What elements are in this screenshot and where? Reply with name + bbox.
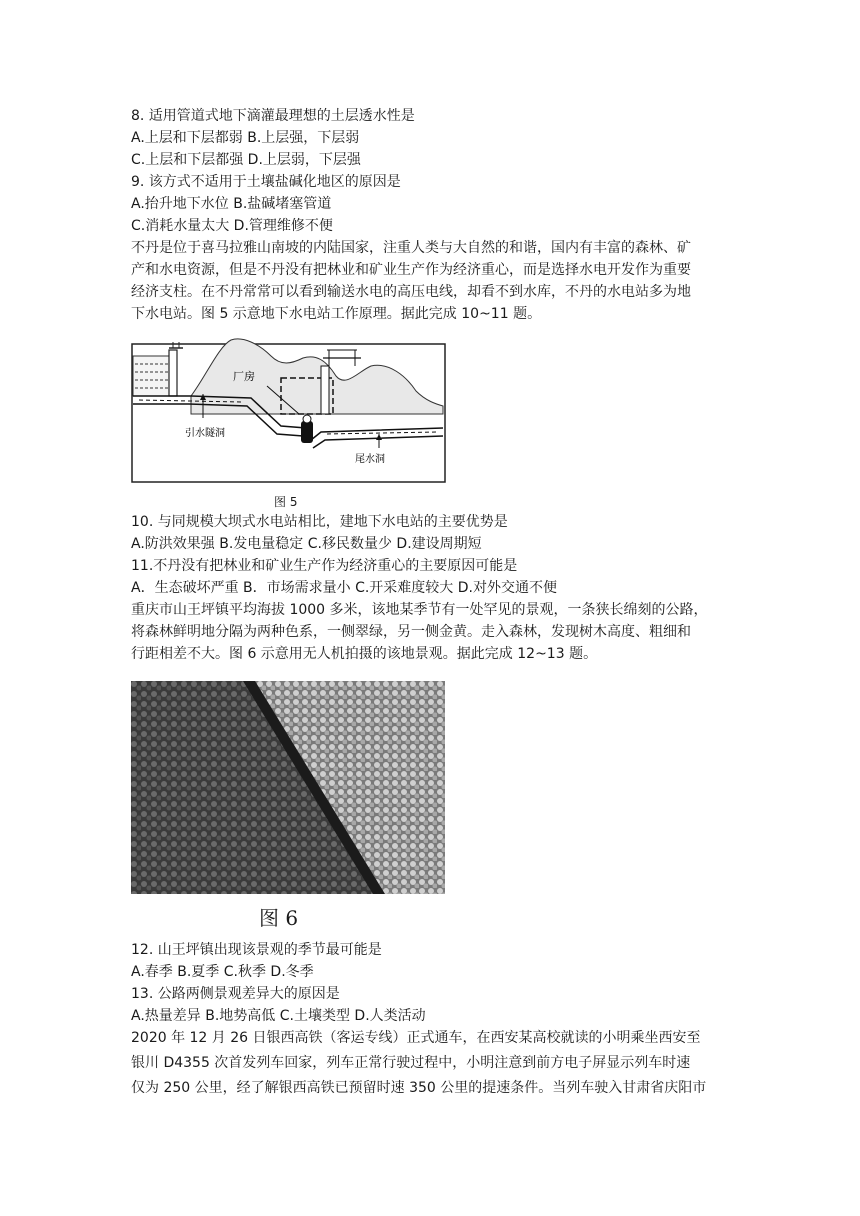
- q13-options: A.热量差异 B.地势高低 C.土壤类型 D.人类活动: [131, 1008, 426, 1024]
- q10-options: A.防洪效果强 B.发电量稳定 C.移民数量少 D.建设周期短: [131, 536, 482, 552]
- q12-options: A.春季 B.夏季 C.秋季 D.冬季: [131, 964, 314, 980]
- passage-bhutan-line-2: 产和水电资源，但是不丹没有把林业和矿业生产作为经济重心，而是选择水电开发作为重要: [131, 262, 691, 278]
- passage-yinxi-line-3: 仅为 250 公里，经了解银西高铁已预留时速 350 公里的提速条件。当列车驶入甘肃省庆阳市: [131, 1080, 707, 1096]
- q11-stem: 11.不丹没有把林业和矿业生产作为经济重心的主要原因可能是: [131, 558, 518, 574]
- figure-5-diagram: [131, 336, 446, 484]
- passage-shanwangping-line-2: 将森林鲜明地分隔为两种色系，一侧翠绿，另一侧金黄。走入森林，发现树木高度、粗细和: [131, 624, 691, 640]
- q8-stem: 8. 适用管道式地下滴灌最理想的土层透水性是: [131, 108, 415, 124]
- passage-yinxi-line-2: 银川 D4355 次首发列车回家，列车正常行驶过程中，小明注意到前方电子屏显示列车时速: [131, 1055, 691, 1071]
- figure-5-caption: 图 5: [274, 495, 298, 509]
- passage-bhutan-line-4: 下水电站。图 5 示意地下水电站工作原理。据此完成 10~11 题。: [131, 306, 542, 322]
- q11-options: A．生态破坏严重 B．市场需求量小 C.开采难度较大 D.对外交通不便: [131, 580, 557, 596]
- q10-stem: 10. 与同规模大坝式水电站相比，建地下水电站的主要优势是: [131, 514, 508, 530]
- q12-stem: 12. 山王坪镇出现该景观的季节最可能是: [131, 942, 382, 958]
- q13-stem: 13. 公路两侧景观差异大的原因是: [131, 986, 340, 1002]
- passage-bhutan-line-3: 经济支柱。在不丹常常可以看到输送水电的高压电线，却看不到水库，不丹的水电站多为地: [131, 284, 691, 300]
- q8-options-ab: A.上层和下层都弱 B.上层强，下层弱: [131, 130, 360, 146]
- label-intake-tunnel: 引水隧洞: [185, 428, 225, 439]
- q9-options-cd: C.消耗水量太大 D.管理维修不便: [131, 218, 333, 234]
- passage-shanwangping-line-3: 行距相差不大。图 6 示意用无人机拍摄的该地景观。据此完成 12~13 题。: [131, 646, 598, 662]
- passage-bhutan-line-1: 不丹是位于喜马拉雅山南坡的内陆国家，注重人类与大自然的和谐，国内有丰富的森林、矿: [131, 240, 691, 256]
- q9-stem: 9. 该方式不适用于土壤盐碱化地区的原因是: [131, 174, 401, 190]
- q9-options-ab: A.抬升地下水位 B.盐碱堵塞管道: [131, 196, 332, 212]
- passage-yinxi-line-1: 2020 年 12 月 26 日银西高铁（客运专线）正式通车，在西安某高校就读的小明乘坐西安至: [131, 1030, 701, 1046]
- label-tail-tunnel: 尾水洞: [355, 454, 385, 465]
- label-plant: 厂房: [233, 370, 255, 383]
- passage-shanwangping-line-1: 重庆市山王坪镇平均海拔 1000 多米，该地某季节有一处罕见的景观，一条狭长绵刻的公路，: [131, 602, 708, 618]
- figure-6-aerial-photo: [131, 681, 445, 894]
- figure-6-caption: 图 6: [259, 906, 299, 930]
- q8-options-cd: C.上层和下层都强 D.上层弱，下层强: [131, 152, 361, 168]
